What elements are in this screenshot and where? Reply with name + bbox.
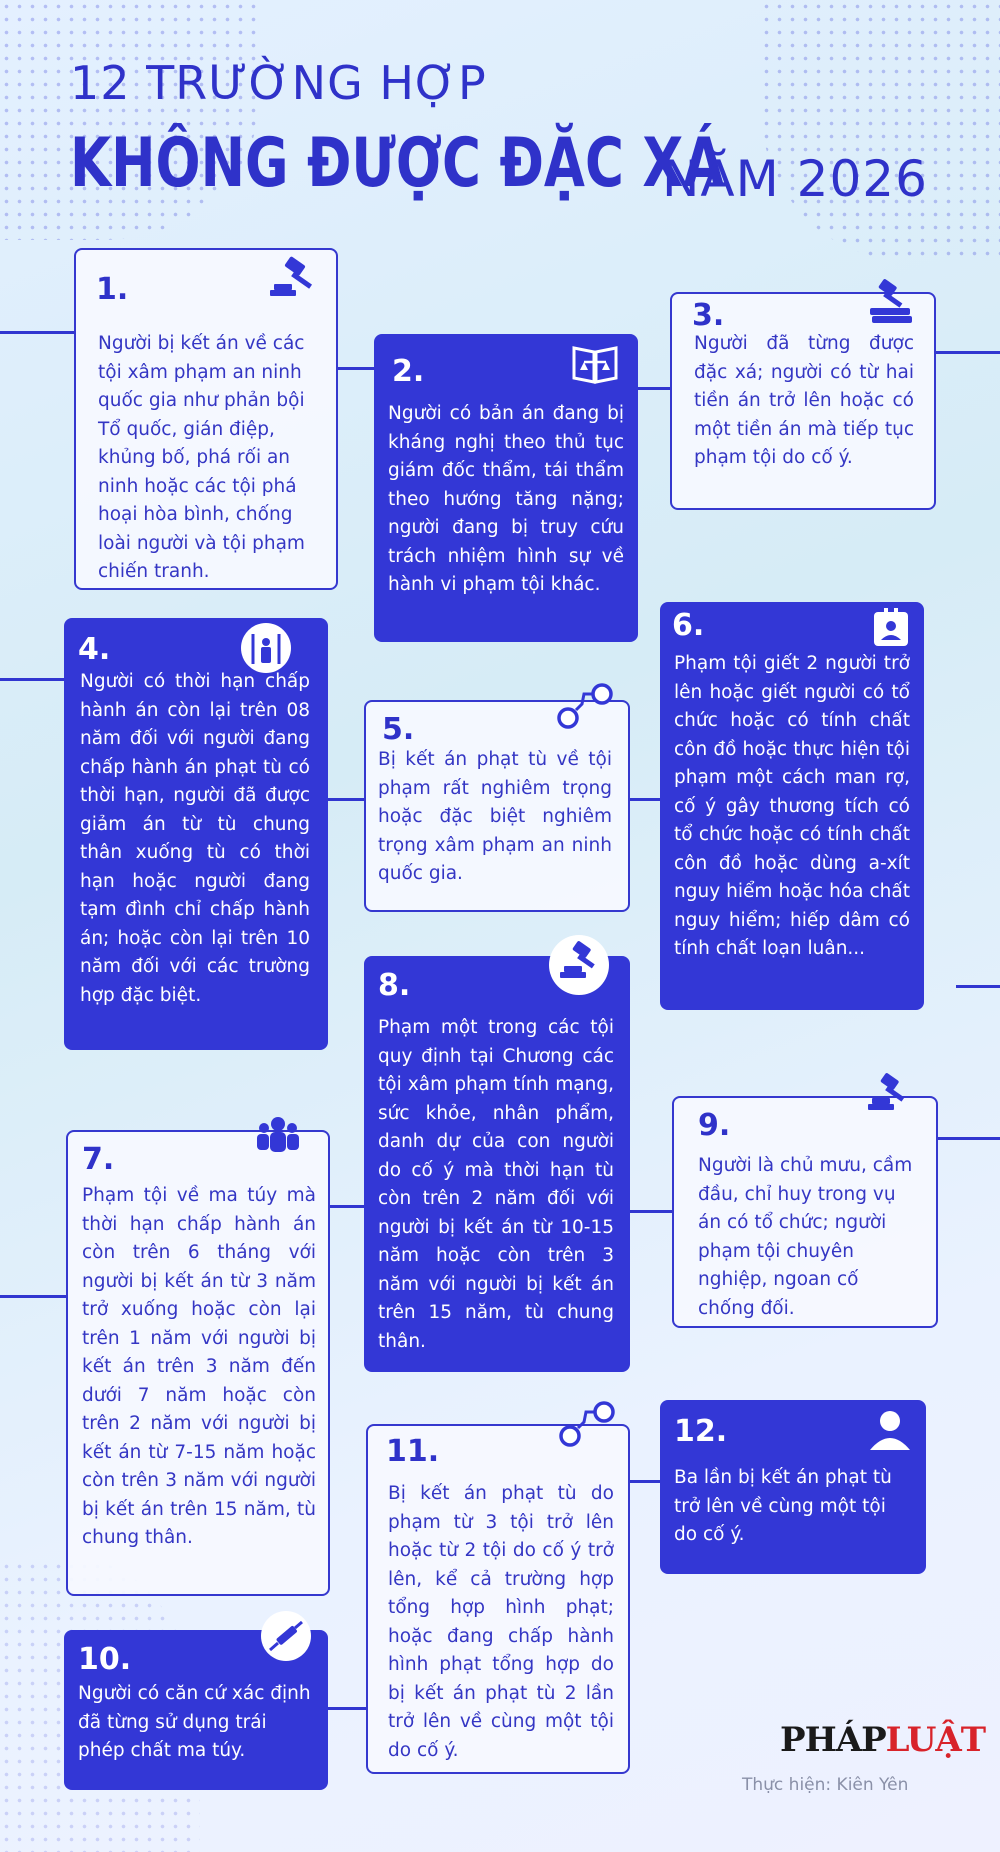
case-number: 5.: [382, 712, 415, 747]
law-book-scales-icon: [570, 342, 620, 388]
case-number: 12.: [674, 1414, 728, 1449]
case-number: 7.: [82, 1142, 115, 1177]
gavel-book-icon: [866, 278, 918, 326]
case-card-4: [64, 618, 328, 1050]
case-text: Người có bản án đang bị kháng nghị theo thủ tục giám đốc thẩm, tái thẩm theo hướng tăng nặng; người đang bị truy cứu trách nhiệm hình sự về hành vi phạm tội khác.: [388, 403, 624, 595]
case-number: 9.: [698, 1108, 731, 1143]
case-number: 3.: [692, 298, 725, 333]
connector-line: [0, 678, 64, 681]
connector-line: [936, 1137, 1000, 1140]
person-icon: [868, 1408, 912, 1452]
connector-line: [628, 1210, 674, 1213]
group-icon: [252, 1110, 304, 1160]
id-badge-icon: [872, 608, 910, 648]
syringe-icon: [260, 1610, 312, 1662]
brand-part-2: LUẬT: [885, 1720, 986, 1760]
gavel-icon: [548, 934, 610, 996]
brand-logo: [780, 1720, 985, 1760]
case-number: 8.: [378, 968, 411, 1003]
connector-line: [328, 1205, 364, 1208]
connector-line: [326, 798, 366, 801]
title-line-1: 12 TRƯỜNG HỢP: [70, 56, 487, 110]
case-number: 6.: [672, 608, 705, 643]
case-card-7: [66, 1130, 330, 1596]
title-year: NĂM 2026: [662, 150, 928, 208]
connector-line: [326, 1707, 366, 1710]
gavel-icon: [266, 256, 320, 304]
case-text: Người là chủ mưu, cầm đầu, chỉ huy trong vụ án có tổ chức; người phạm tội chuyên nghiệp, ngoan cố chống đối.: [698, 1155, 913, 1319]
case-number: 1.: [96, 272, 129, 307]
credit-text: Thực hiện: Kiên Yên: [742, 1775, 909, 1795]
decorative-dots-top-left: [0, 0, 260, 240]
case-card-11: [366, 1424, 630, 1774]
case-card-6: [660, 602, 924, 1010]
case-number: 2.: [392, 354, 425, 389]
connector-line: [0, 331, 74, 334]
case-number: 4.: [78, 632, 111, 667]
case-card-5: [364, 700, 630, 912]
case-text: Phạm tội về ma túy mà thời hạn chấp hành án còn trên 6 tháng với người bị kết án từ 3 năm trở xuống hoặc còn lại trên 1 năm với người bị kết án trên 3 năm đến dưới 7 năm hoặc còn trên 2 năm với người bị kết án từ 7-15 năm hoặc còn trên 3 năm với người bị kết án trên 15 năm, tù chung thân.: [82, 1185, 316, 1548]
connector-line: [628, 1480, 662, 1483]
prisoner-icon: [240, 622, 292, 674]
decorative-dots-top-right: [760, 0, 1000, 260]
connector-line: [336, 367, 376, 370]
case-text: Phạm một trong các tội quy định tại Chương các tội xâm phạm tính mạng, sức khỏe, nhân phẩm, danh dự của con người do cố ý mà thời hạn tù còn trên 2 năm đối với người bị kết án từ 10-15 năm hoặc còn trên 3 năm với người bị kết án trên 15 năm, tù chung thân.: [378, 1017, 614, 1352]
case-text: Bị kết án phạt tù do phạm từ 3 tội trở lên hoặc từ 2 tội do cố ý trở lên, kể cả trường hợp tổng hợp hình phạt; hoặc đang chấp hành hình phạt tổng hợp do bị kết án phạt tù 2 lần trở lên về cùng một tội do cố ý.: [388, 1483, 614, 1761]
connector-line: [956, 985, 1000, 988]
case-card-9: [672, 1096, 938, 1328]
case-card-2: [374, 334, 638, 642]
case-text: Người có căn cứ xác định đã từng sử dụng trái phép chất ma túy.: [78, 1683, 311, 1761]
case-text: Phạm tội giết 2 người trở lên hoặc giết người có tổ chức hoặc có tính chất côn đồ hoặc thực hiện tội phạm một cách man rợ, cố ý gây thương tích có tổ chức hoặc có tính chất côn đồ hoặc dùng a-xít nguy hiểm hoặc hóa chất nguy hiểm; hiếp dâm có tính chất loạn luân...: [674, 653, 910, 959]
case-card-1: [74, 248, 338, 590]
case-number: 10.: [78, 1642, 132, 1677]
case-card-8: [364, 956, 630, 1372]
handcuffs-icon: [552, 682, 618, 730]
case-text: Người bị kết án về các tội xâm phạm an ninh quốc gia như phản bội Tổ quốc, gián điệp, khủng bố, phá rối an ninh hoặc các tội phá hoại hòa bình, chống loài người và tội phạm chiến tranh.: [98, 333, 305, 582]
case-text: Người đã từng được đặc xá; người có từ hai tiền án trở lên hoặc có một tiền án mà tiếp tục phạm tội do cố ý.: [694, 333, 914, 468]
case-text: Người có thời hạn chấp hành án còn lại trên 08 năm đối với người đang chấp hành án phạt tù có thời hạn, người đã được giảm án từ tù chung thân xuống tù có thời hạn hoặc người đang tạm đình chỉ chấp hành án; hoặc còn lại trên 10 năm đối với các trường hợp đặc biệt.: [80, 671, 310, 1006]
brand-part-1: PHÁP: [780, 1720, 886, 1760]
case-card-10: [64, 1630, 328, 1790]
title-line-2: KHÔNG ĐƯỢC ĐẶC XÁ: [70, 124, 725, 203]
case-number: 11.: [386, 1434, 440, 1469]
connector-line: [628, 798, 662, 801]
connector-line: [0, 1295, 66, 1298]
connector-line: [636, 387, 672, 390]
case-card-12: [660, 1400, 926, 1574]
connector-line: [934, 351, 1000, 354]
case-text: Bị kết án phạt tù về tội phạm rất nghiêm trọng hoặc đặc biệt nghiêm trọng xâm phạm an ninh quốc gia.: [378, 749, 612, 884]
handcuffs-icon: [554, 1400, 620, 1448]
case-card-3: [670, 292, 936, 510]
case-text: Ba lần bị kết án phạt tù trở lên về cùng một tội do cố ý.: [674, 1467, 892, 1545]
gavel-icon: [864, 1072, 916, 1118]
